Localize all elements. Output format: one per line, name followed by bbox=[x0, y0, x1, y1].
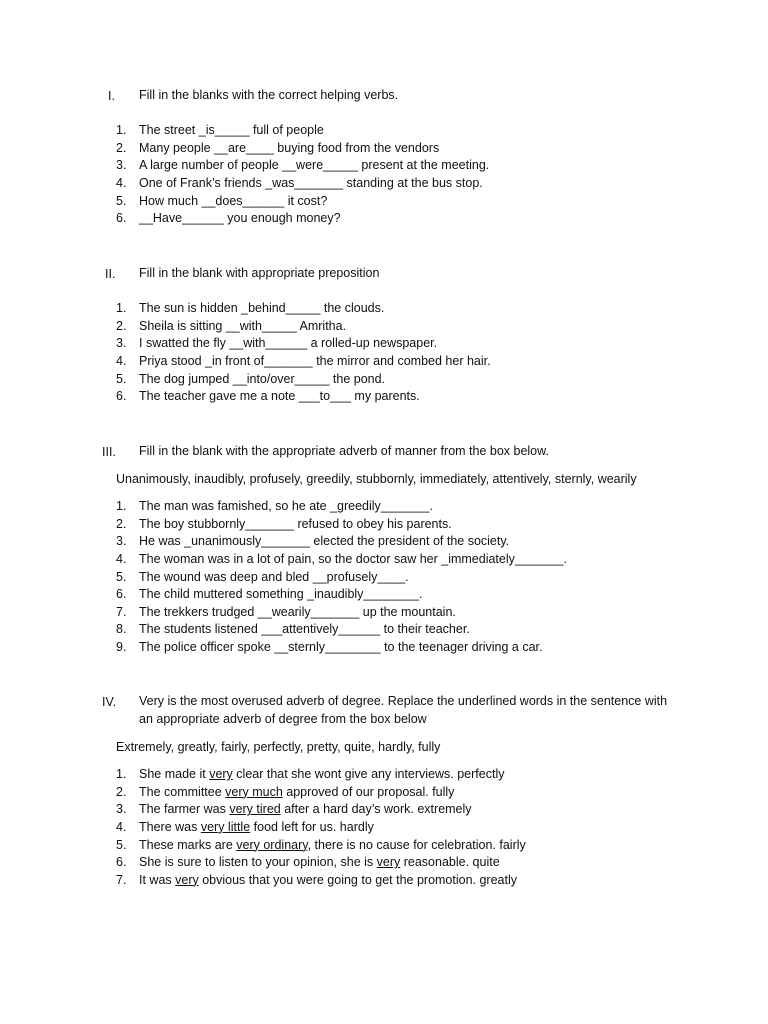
question-item bbox=[0, 353, 768, 371]
sentence-fragment: obvious that you were going to get the promotion. greatly bbox=[198, 872, 517, 887]
sentence-fragment: The sun is hidden _behind_____ the clouds. bbox=[139, 301, 385, 315]
sentence-fragment: A large number of people __were_____ present at the meeting. bbox=[139, 158, 490, 173]
underlined-words: very ordinary bbox=[236, 837, 308, 852]
question-item bbox=[0, 551, 768, 569]
question-text bbox=[139, 210, 341, 228]
sentence-fragment: Priya stood _in front of_______ the mirror and combed her hair. bbox=[139, 353, 491, 368]
question-item bbox=[0, 819, 768, 837]
question-item bbox=[0, 784, 768, 802]
underlined-words: very much bbox=[225, 784, 283, 799]
sentence-fragment: She is sure to listen to your opinion, she is bbox=[139, 855, 377, 870]
question-item bbox=[0, 872, 768, 890]
section-heading bbox=[0, 443, 768, 461]
sentence-fragment: food left for us. hardly bbox=[250, 819, 374, 834]
question-number: 5. bbox=[116, 193, 127, 208]
question-number: 3. bbox=[116, 158, 127, 173]
question-text bbox=[139, 300, 384, 318]
section-3 bbox=[0, 443, 768, 655]
sentence-fragment: The farmer was bbox=[139, 802, 230, 817]
question-text bbox=[139, 533, 509, 551]
sentence-fragment: clear that she wont give any interviews. perfectly bbox=[232, 767, 505, 781]
section-heading bbox=[0, 693, 768, 729]
question-text bbox=[139, 766, 504, 784]
question-item bbox=[0, 210, 768, 228]
question-text bbox=[139, 569, 409, 587]
question-text bbox=[139, 854, 500, 872]
sentence-fragment: __Have______ you enough money? bbox=[139, 211, 341, 226]
question-item bbox=[0, 854, 768, 872]
question-text bbox=[139, 371, 385, 389]
question-text bbox=[139, 819, 374, 837]
question-item bbox=[0, 175, 768, 193]
question-text bbox=[139, 784, 454, 802]
question-number: 5. bbox=[116, 837, 127, 852]
sentence-fragment: The woman was in a lot of pain, so the doctor saw her _immediately_______. bbox=[139, 551, 568, 566]
sentence-fragment: The boy stubbornly_______ refused to obey his parents. bbox=[139, 516, 452, 531]
question-text bbox=[139, 498, 433, 516]
sentence-fragment: The child muttered something _inaudibly________. bbox=[139, 587, 423, 602]
question-text bbox=[139, 801, 472, 819]
question-number: 2. bbox=[116, 140, 127, 155]
question-number: 4. bbox=[116, 353, 127, 368]
question-number: 4. bbox=[116, 551, 127, 566]
sentence-fragment: There was bbox=[139, 819, 201, 834]
question-number: 2. bbox=[116, 318, 127, 333]
sentence-fragment: These marks are bbox=[139, 837, 237, 852]
question-item bbox=[0, 498, 768, 516]
question-number: 6. bbox=[116, 587, 127, 602]
section-numeral: III. bbox=[102, 445, 116, 459]
question-text bbox=[139, 516, 452, 534]
question-text bbox=[139, 122, 324, 140]
sentence-fragment: The dog jumped __into/over_____ the pond. bbox=[139, 371, 386, 386]
section-2 bbox=[0, 265, 768, 404]
question-item bbox=[0, 122, 768, 140]
question-number: 1. bbox=[116, 123, 127, 137]
question-text bbox=[139, 586, 423, 604]
adverb-word-box: Extremely, greatly, fairly, perfectly, pretty, quite, hardly, fully bbox=[116, 740, 441, 754]
question-item bbox=[0, 157, 768, 175]
question-number: 7. bbox=[116, 872, 127, 887]
question-number: 2. bbox=[116, 516, 127, 531]
question-text bbox=[139, 353, 491, 371]
question-number: 6. bbox=[116, 389, 127, 404]
section-heading bbox=[0, 265, 768, 283]
question-item bbox=[0, 388, 768, 406]
section-instruction: Fill in the blanks with the correct helping verbs. bbox=[139, 88, 399, 102]
question-number: 1. bbox=[116, 767, 127, 781]
question-number: 4. bbox=[116, 819, 127, 834]
question-item bbox=[0, 604, 768, 622]
sentence-fragment: How much __does______ it cost? bbox=[139, 193, 328, 208]
section-1 bbox=[0, 87, 768, 226]
question-text bbox=[139, 193, 327, 211]
underlined-words: very little bbox=[200, 819, 251, 834]
underlined-words: very bbox=[175, 872, 199, 887]
sentence-fragment: The man was famished, so he ate _greedily_______. bbox=[139, 499, 433, 513]
sentence-fragment: The committee bbox=[139, 784, 226, 799]
question-text bbox=[139, 639, 543, 657]
question-text bbox=[139, 140, 439, 158]
question-list bbox=[0, 498, 768, 657]
question-item bbox=[0, 533, 768, 551]
sentence-fragment: He was _unanimously_______ elected the president of the society. bbox=[139, 534, 510, 549]
question-text bbox=[139, 872, 517, 890]
sentence-fragment: The teacher gave me a note ___to___ my parents. bbox=[139, 389, 420, 404]
question-number: 3. bbox=[116, 336, 127, 351]
sentence-fragment: , there is no cause for celebration. fairly bbox=[307, 837, 526, 852]
question-item bbox=[0, 335, 768, 353]
section-heading bbox=[0, 87, 768, 105]
question-item bbox=[0, 639, 768, 657]
sentence-fragment: Many people __are____ buying food from the vendors bbox=[139, 140, 440, 155]
sentence-fragment: The police officer spoke __sternly________ to the teenager driving a car. bbox=[139, 640, 543, 655]
underlined-words: very tired bbox=[229, 802, 281, 817]
sentence-fragment: reasonable. quite bbox=[400, 855, 500, 870]
question-number: 3. bbox=[116, 802, 127, 817]
section-numeral: I. bbox=[108, 89, 115, 103]
question-item bbox=[0, 621, 768, 639]
sentence-fragment: The trekkers trudged __wearily_______ up the mountain. bbox=[139, 604, 456, 619]
sentence-fragment: I swatted the fly __with______ a rolled-up newspaper. bbox=[139, 336, 438, 351]
question-item bbox=[0, 300, 768, 318]
question-number: 1. bbox=[116, 499, 127, 513]
question-text bbox=[139, 837, 526, 855]
question-item bbox=[0, 516, 768, 534]
sentence-fragment: She made it bbox=[139, 767, 210, 781]
question-number: 6. bbox=[116, 855, 127, 870]
section-numeral: IV. bbox=[102, 695, 117, 709]
question-text bbox=[139, 157, 489, 175]
underlined-words: very bbox=[209, 767, 233, 781]
question-number: 6. bbox=[116, 211, 127, 226]
question-item bbox=[0, 371, 768, 389]
sentence-fragment: The wound was deep and bled __profusely____. bbox=[139, 569, 409, 584]
sentence-fragment: Sheila is sitting __with_____ Amritha. bbox=[139, 318, 347, 333]
question-list bbox=[0, 122, 768, 228]
question-number: 3. bbox=[116, 534, 127, 549]
question-item bbox=[0, 569, 768, 587]
section-instruction: Fill in the blank with the appropriate adverb of manner from the box below. bbox=[139, 444, 549, 458]
sentence-fragment: It was bbox=[139, 872, 176, 887]
question-item bbox=[0, 140, 768, 158]
question-number: 9. bbox=[116, 640, 127, 655]
question-item bbox=[0, 801, 768, 819]
question-text bbox=[139, 175, 483, 193]
question-text bbox=[139, 621, 470, 639]
question-text bbox=[139, 604, 456, 622]
sentence-fragment: One of Frank’s friends _was_______ standing at the bus stop. bbox=[139, 175, 483, 190]
underlined-words: very bbox=[376, 855, 401, 870]
question-item bbox=[0, 193, 768, 211]
question-number: 4. bbox=[116, 175, 127, 190]
question-item bbox=[0, 318, 768, 336]
adverb-word-box: Unanimously, inaudibly, profusely, greedily, stubbornly, immediately, attentively, sternly, wearily bbox=[116, 472, 637, 486]
question-number: 7. bbox=[116, 604, 127, 619]
question-list bbox=[0, 300, 768, 406]
question-text bbox=[139, 318, 346, 336]
question-number: 5. bbox=[116, 569, 127, 584]
sentence-fragment: approved of our proposal. fully bbox=[282, 784, 455, 799]
question-text bbox=[139, 388, 420, 406]
sentence-fragment: The street _is_____ full of people bbox=[139, 123, 324, 137]
question-number: 2. bbox=[116, 784, 127, 799]
section-4 bbox=[0, 693, 768, 887]
question-text bbox=[139, 551, 567, 569]
question-text bbox=[139, 335, 437, 353]
section-instruction: Very is the most overused adverb of degree. Replace the underlined words in the sentence with an appropriate adverb of degree from the box below bbox=[139, 694, 668, 726]
question-item bbox=[0, 766, 768, 784]
question-number: 8. bbox=[116, 622, 127, 637]
question-list bbox=[0, 766, 768, 889]
sentence-fragment: after a hard day’s work. extremely bbox=[280, 802, 472, 817]
question-item bbox=[0, 586, 768, 604]
question-number: 1. bbox=[116, 301, 127, 315]
sentence-fragment: The students listened ___attentively______ to their teacher. bbox=[139, 622, 470, 637]
section-instruction: Fill in the blank with appropriate preposition bbox=[139, 266, 380, 280]
question-number: 5. bbox=[116, 371, 127, 386]
question-item bbox=[0, 837, 768, 855]
section-numeral: II. bbox=[105, 267, 116, 281]
